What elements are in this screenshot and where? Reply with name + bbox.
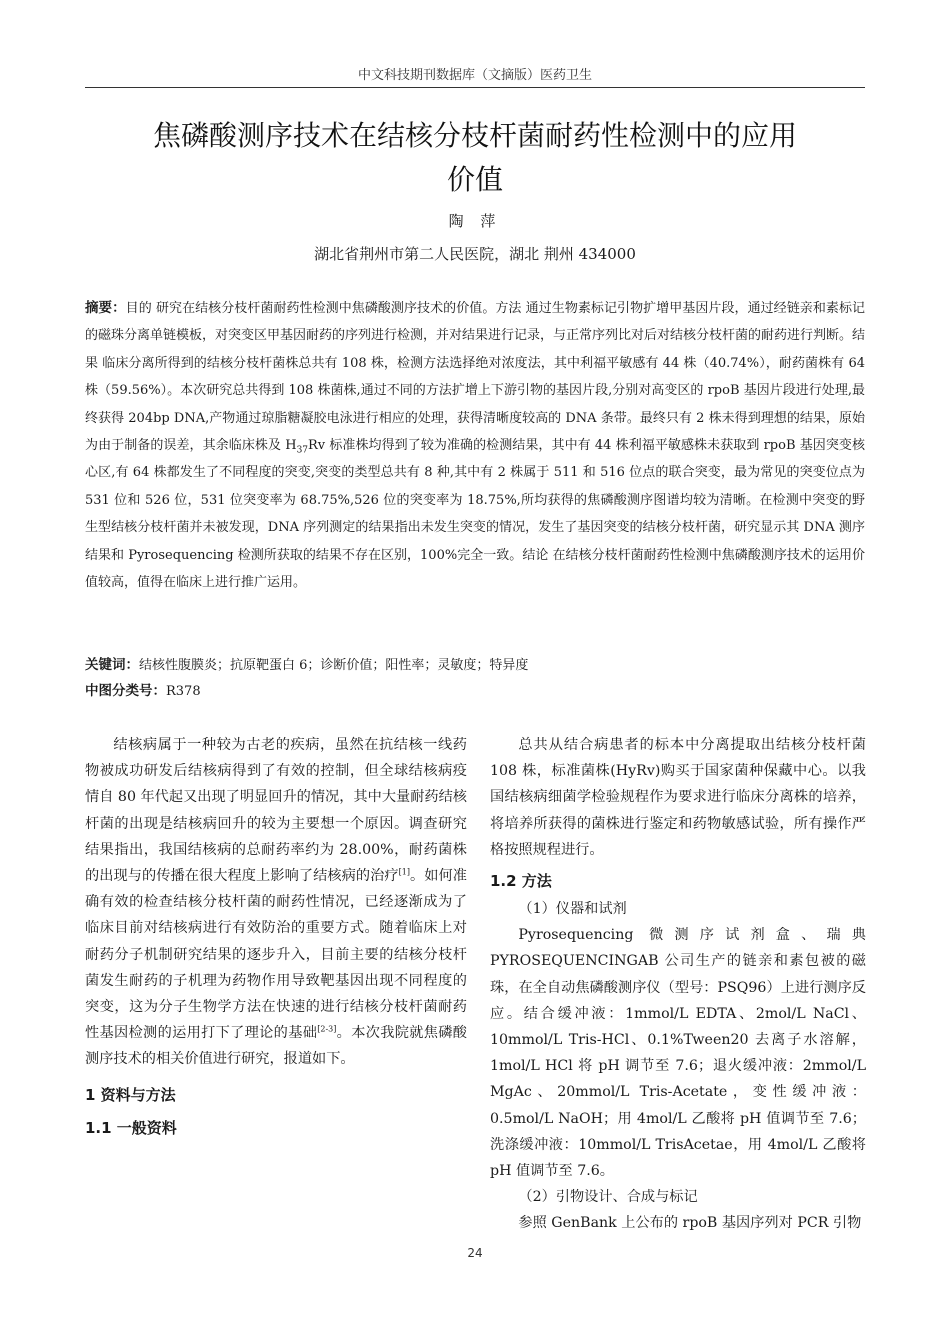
left-column	[85, 732, 467, 1143]
classification	[85, 678, 865, 705]
page-number: 24	[467, 1246, 483, 1260]
abstract-text-2: Rv 标准株均得到了较为准确的检测结果，其中有 44 株利福平敏感株未获取到 rpoB 基因突变核心区,有 64 株都发生了不同程度的突变,突变的类型总共有 8 种,其中有 2 株属于 511 和 516 位点的联合突变，最为常见的突变位点为 531 位和 526 位，531 位突变率为 68.75%,526 位的突变率为 18.75%,所均获得的焦磷酸测序图谱均较为清晰。在检测中突变的野生型结核分枝杆菌并未被发现，DNA 序列测定的结果指出未发生突变的情况，发生了基因突变的结核分枝杆菌，研究显示其 DNA 测序结果和 Pyrosequencing 检测所获取的结果不存在区别，100%完全一致。结论 在结核分枝杆菌耐药性检测中焦磷酸测序技术的运用价值较高，值得在临床上进行推广运用。	[85, 438, 865, 591]
intro-paragraph	[85, 732, 467, 1073]
section-1-heading: 1 资料与方法	[85, 1085, 176, 1104]
title-line-2: 价值	[446, 163, 503, 196]
section-1-2-heading: 1.2 方法	[490, 872, 552, 891]
reagent-first-line: Pyrosequencing 微测序试剂盒、瑞典	[518, 927, 866, 944]
citation-2: [2-3]	[317, 1024, 337, 1034]
primer-paragraph: 参照 GenBank 上公布的 rpoB 基因序列对 PCR 引物	[518, 1215, 862, 1232]
subsection-2-heading: （2）引物设计、合成与标记	[518, 1189, 698, 1206]
citation-1: [1]	[398, 867, 410, 877]
keywords-text: 结核性腹膜炎；抗原靶蛋白 6；诊断价值；阳性率；灵敏度；特异度	[139, 658, 529, 673]
title-line-1: 焦磷酸测序技术在结核分枝杆菌耐药性检测中的应用	[152, 119, 797, 152]
author: 陶 萍	[448, 212, 502, 230]
section-1-1-heading: 1.1 一般资料	[85, 1118, 177, 1137]
abstract	[85, 295, 865, 596]
keywords-label: 关键词：	[85, 657, 139, 673]
intro-text-c: 。本次我院就焦磷酸测序技术的相关价值进行研究，报道如下。	[85, 1025, 467, 1068]
keywords	[85, 652, 865, 679]
intro-text-b: 。如何准确有效的检查结核分枝杆菌的耐药性情况，已经逐渐成为了临床目前对结核病进行有效防治的重要方式。随着临床上对耐药分子机制研究结果的逐步升入，目前主要的结核分枝杆菌发生耐药的子机理为药物作用导致靶基因出现不同程度的突变，这为分子生物学方法在快速的进行结核分枝杆菌耐药性基因检测的运用打下了理论的基础	[85, 868, 467, 1042]
article-title	[95, 114, 855, 202]
affiliation: 湖北省荆州市第二人民医院，湖北 荆州 434000	[314, 245, 636, 263]
abstract-label: 摘要：	[85, 300, 126, 316]
intro-text-a: 结核病属于一种较为古老的疾病，虽然在抗结核一线药物被成功研发后结核病得到了有效的控制，但全球结核病疫情自 80 年代起又出现了明显回升的情况，其中大量耐药结核杆菌的出现是结核病回升的较为主要想一个原因。调查研究结果指出，我国结核病的总耐药率约为 28.00%，耐药菌株的出现与的传播在很大程度上影响了结核病的治疗	[85, 737, 467, 885]
abstract-text-1: 目的 研究在结核分枝杆菌耐药性检测中焦磷酸测序技术的价值。方法 通过生物素标记引物扩增甲基因片段，通过经链亲和素标记的磁珠分离单链模板，对突变区甲基因耐药的序列进行检测，并对结果进行记录，与正常序列比对后对结核分枝杆菌的耐药进行判断。结果 临床分离所得到的结核分枝杆菌株总共有 108 株，检测方法选择绝对浓度法，其中利福平敏感有 44 株（40.74%），耐药菌株有 64 株（59.56%）。本次研究总共得到 108 株菌株,通过不同的方法扩增上下游引物的基因片段,分别对高变区的 rpoB 基因片段进行处理,最终获得 204bp DNA,产物通过琼脂糖凝胶电泳进行相应的处理，获得清晰度较高的 DNA 条带。最终只有 2 株未得到理想的结果，原始为由于制备的误差，其余临床株及 H	[85, 301, 866, 454]
classification-text: R378	[166, 684, 201, 699]
right-column	[490, 732, 866, 1237]
general-paragraph: 总共从结合病患者的标本中分离提取出结核分枝杆菌 108 株，标准菌株(HyRv)购买于国家菌种保藏中心。以我国结核病细菌学检验规程作为要求进行临床分离株的培养，将培养所获得的菌株进行鉴定和药物敏感试验，所有操作严格按照规程进行。	[490, 737, 866, 858]
header-rule	[85, 87, 865, 88]
subsection-1-heading: （1）仪器和试剂	[518, 901, 627, 918]
classification-label: 中图分类号：	[85, 683, 166, 699]
journal-header: 中文科技期刊数据库（文摘版）医药卫生	[357, 68, 592, 83]
abstract-subscript: 37	[296, 445, 309, 456]
reagent-paragraph: PYROSEQUENCINGAB 公司生产的链亲和素包被的磁珠，在全自动焦磷酸测序仪（型号：PSQ96）上进行测序反应。结合缓冲液：1mmol/L EDTA、2mol/L NaCl、10mmol/L Tris-HCl、0.1%Tween20 去离子水溶解，1mol/L HCl 将 pH 调节至 7.6；退火缓冲液：2mmol/L MgAc、20mmol/L Tris-Acetate，变性缓冲液：0.5mol/L NaOH；用 4mol/L 乙酸将 pH 值调节至 7.6；洗涤缓冲液：10mmol/L TrisAcetae，用 4mol/L 乙酸将 pH 值调节至 7.6。	[490, 953, 866, 1180]
